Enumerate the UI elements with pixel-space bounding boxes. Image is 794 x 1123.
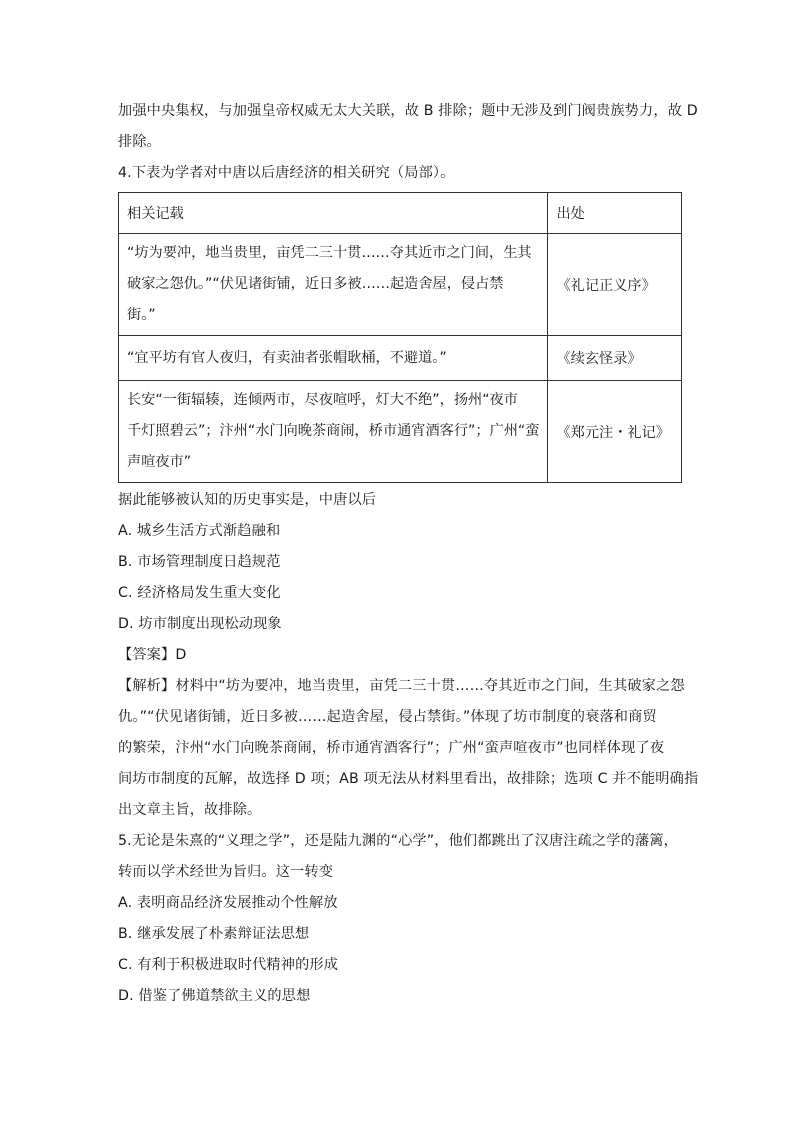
table-row xyxy=(119,336,682,381)
question-5-stem: 转而以学术经世为旨归。这一转变 xyxy=(118,864,334,880)
table-row xyxy=(119,381,682,483)
record-line: 破家之怨仇。”“伏见诸街铺，近日多被……起造舍屋，侵占禁 xyxy=(127,276,504,292)
research-table xyxy=(118,192,682,483)
table-row xyxy=(119,234,682,336)
source-cell: 《礼记正义序》 xyxy=(548,234,682,336)
header-source: 出处 xyxy=(548,193,682,234)
intro-line: 加强中央集权，与加强皇帝权威无太大关联，故 B 排除；题中无涉及到门阀贵族势力，故 D xyxy=(118,103,698,119)
question-4-prompt: 据此能够被认知的历史事实是，中唐以后 xyxy=(118,492,377,508)
option-a: A. 表明商品经济发展推动个性解放 xyxy=(118,895,338,911)
table-header-row xyxy=(119,193,682,234)
analysis-line: 出文章主旨，故排除。 xyxy=(118,802,262,818)
analysis-line: 间坊市制度的瓦解，故选择 D 项；AB 项无法从材料里看出，故排除；选项 C 并不能明确指 xyxy=(118,771,699,787)
record-line: 千灯照碧云”；汴州“水门向晚茶商闹，桥市通宵酒客行”；广州“蛮 xyxy=(127,423,540,439)
document-page xyxy=(118,96,699,1012)
record-cell xyxy=(119,381,548,483)
record-line: 长安“一街辐辏，连倾两市，尽夜喧呼，灯大不绝”，扬州“夜市 xyxy=(127,392,518,408)
option-d: D. 坊市制度出现松动现象 xyxy=(118,616,282,632)
option-c: C. 有利于积极进取时代精神的形成 xyxy=(118,957,339,973)
record-cell xyxy=(119,234,548,336)
analysis-line: 【解析】材料中“坊为要冲，地当贵里，亩凭二三十贯……夺其近市之门间，生其破家之怨 xyxy=(118,678,685,694)
record-line: “坊为要冲，地当贵里，亩凭二三十贯……夺其近市之门间，生其 xyxy=(127,245,532,261)
record-line: “宜平坊有官人夜归，有卖油者张帽耿桶，不避道。” xyxy=(127,349,447,366)
source-cell: 《续玄怪录》 xyxy=(548,336,682,381)
option-b: B. 继承发展了朴素辩证法思想 xyxy=(118,926,310,942)
analysis-line: 的繁荣，汴州“水门向晚茶商闹，桥市通宵酒客行”；广州“蛮声喧夜市”也同样体现了夜 xyxy=(118,740,665,756)
analysis-line: 仇。”“伏见诸街铺，近日多被……起造舍屋，侵占禁街。”体现了坊市制度的衰落和商贸 xyxy=(118,709,657,725)
record-line: 声喧夜市” xyxy=(127,454,192,470)
source-cell: 《郑元注・礼记》 xyxy=(548,381,682,483)
question-5-stem: 5.无论是朱熹的“义理之学”，还是陆九渊的“心学”，他们都跳出了汉唐注疏之学的藩篱， xyxy=(118,833,678,849)
record-line: 街。” xyxy=(127,307,156,323)
option-c: C. 经济格局发生重大变化 xyxy=(118,585,281,601)
option-d: D. 借鉴了佛道禁欲主义的思想 xyxy=(118,988,311,1004)
intro-line: 排除。 xyxy=(118,134,162,150)
header-records: 相关记载 xyxy=(119,193,548,234)
question-4-stem: 4.下表为学者对中唐以后唐经济的相关研究（局部）。 xyxy=(118,165,455,181)
answer-label: 【答案】D xyxy=(118,647,187,663)
record-cell xyxy=(119,336,548,381)
option-b: B. 市场管理制度日趋规范 xyxy=(118,554,281,570)
option-a: A. 城乡生活方式渐趋融和 xyxy=(118,523,281,539)
